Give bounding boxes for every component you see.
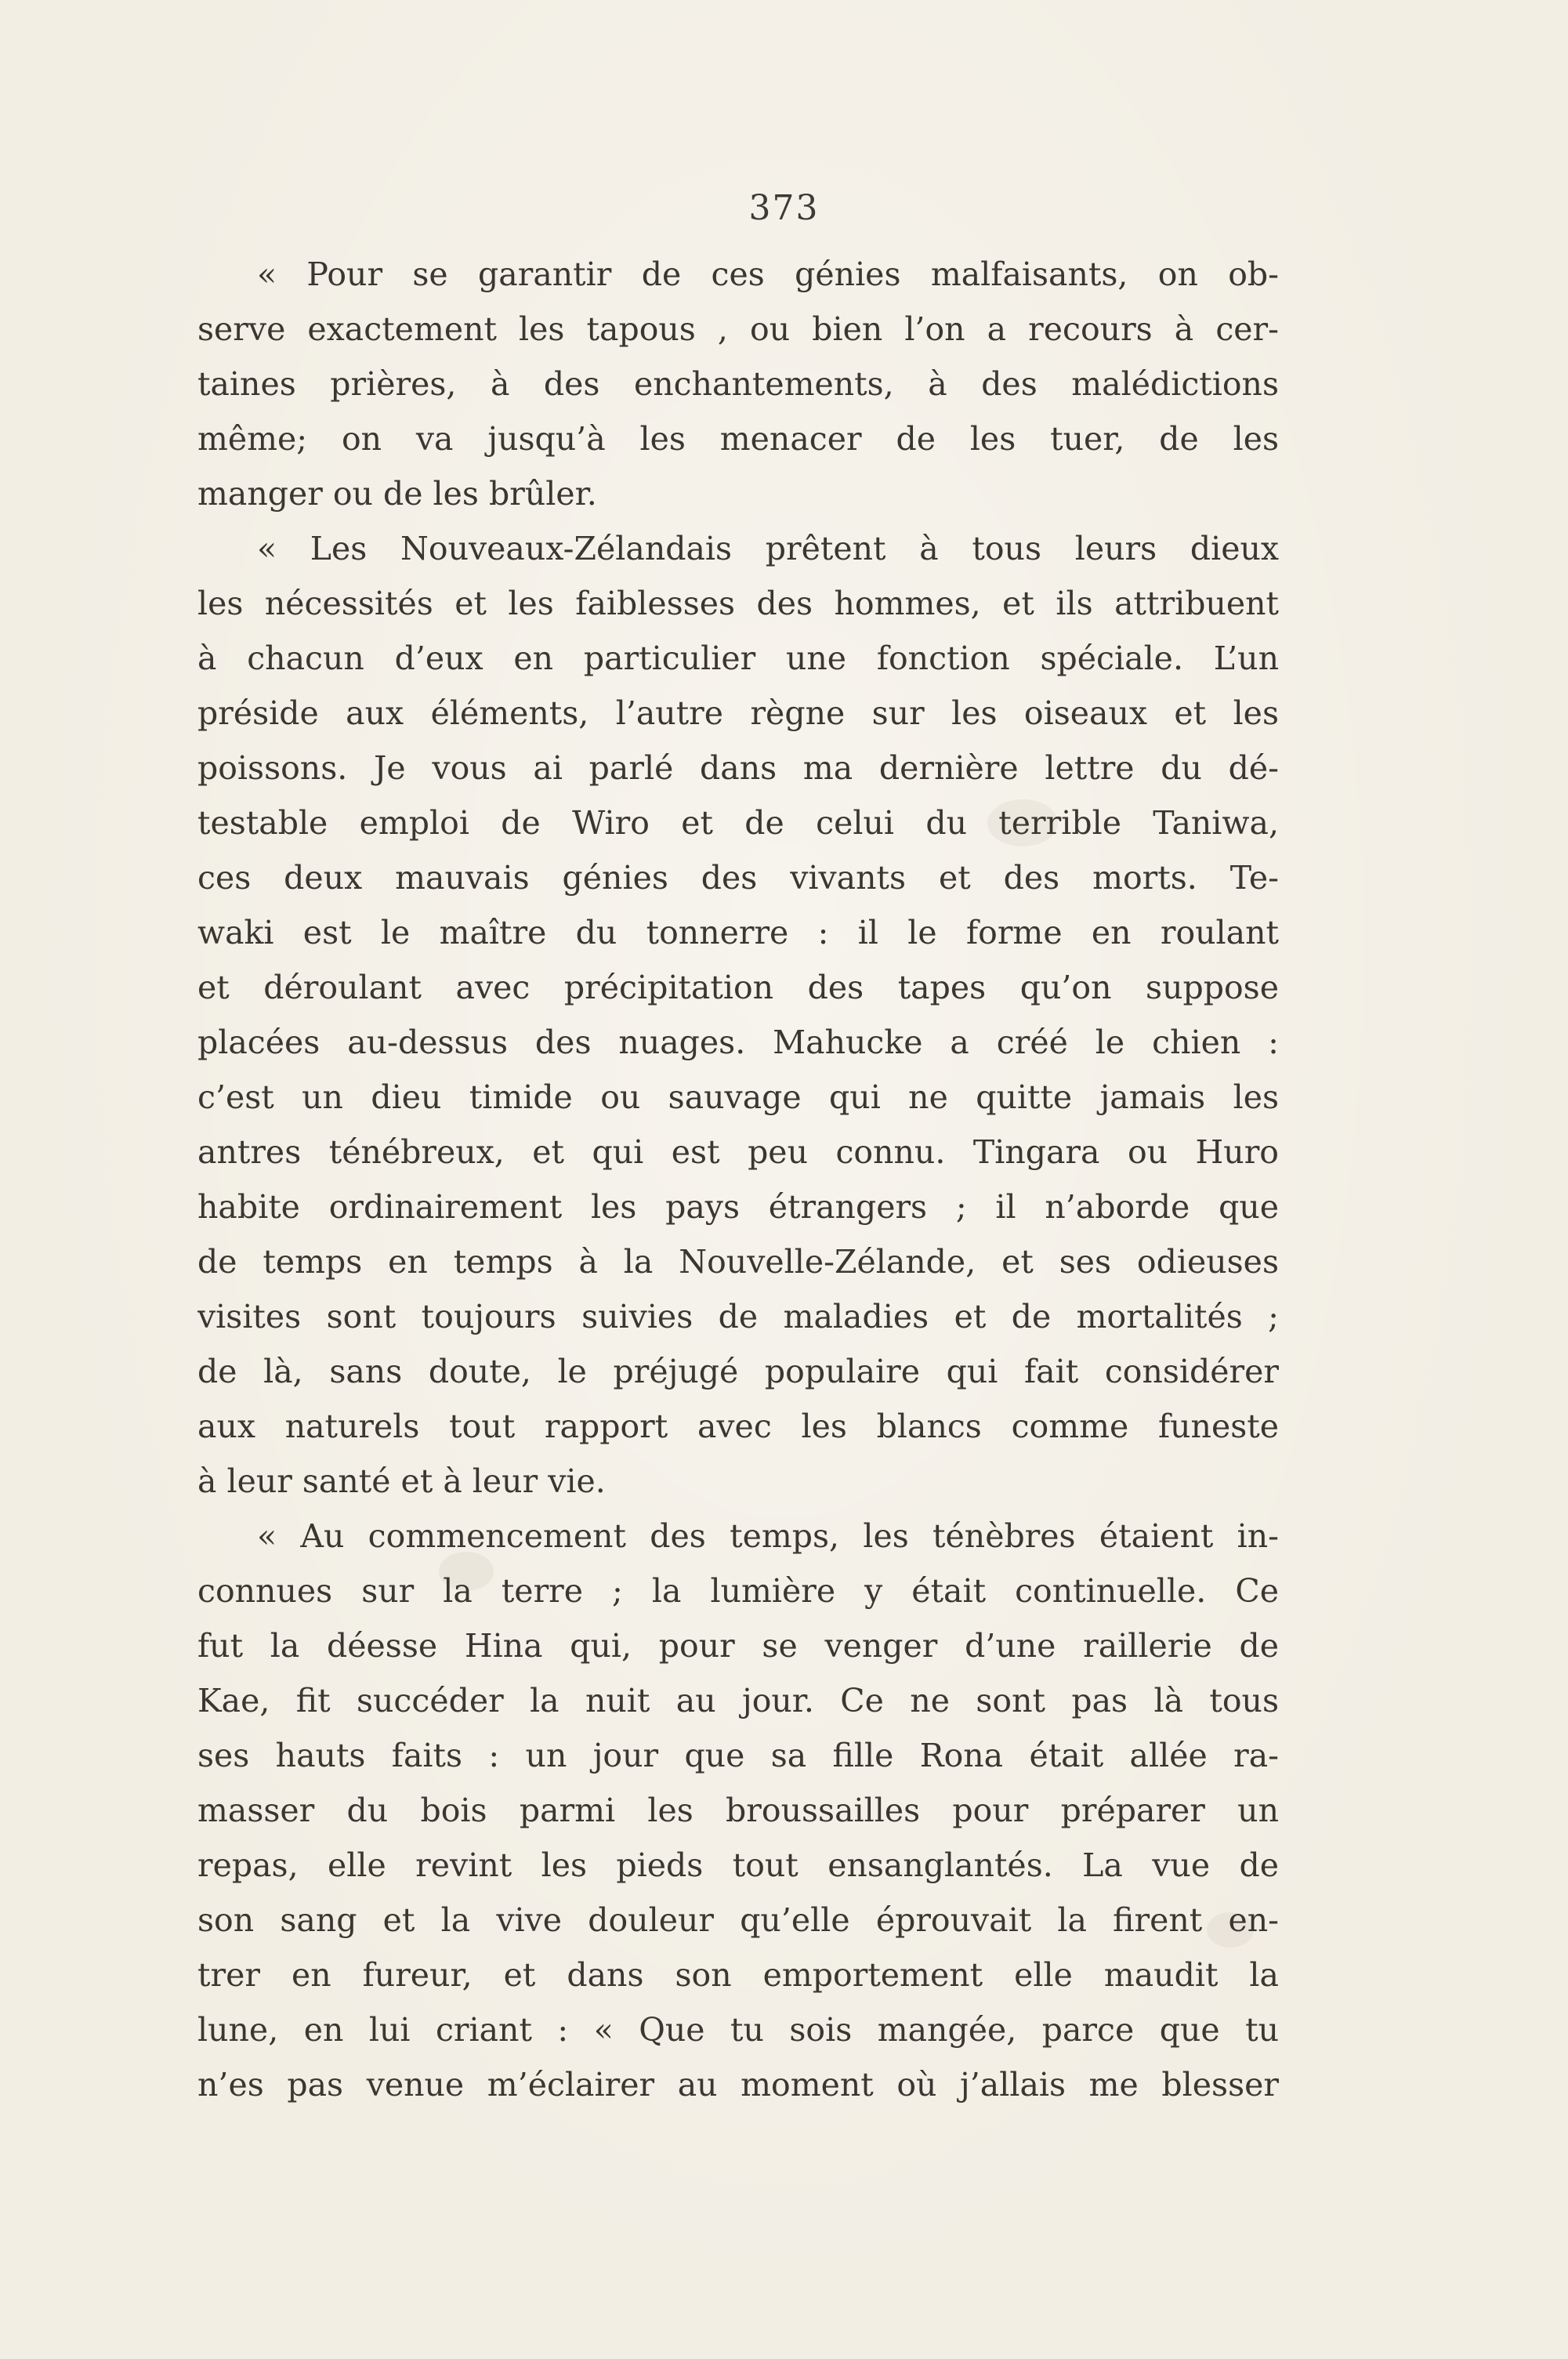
text-line: placées au-dessus des nuages. Mahucke a créé le chien : <box>197 1024 1279 1061</box>
text-line: c’est un dieu timide ou sauvage qui ne quitte jamais les <box>197 1078 1279 1116</box>
text-line: taines prières, à des enchantements, à des malédictions <box>197 365 1279 403</box>
text-line: « Pour se garantir de ces génies malfaisants, on ob- <box>257 255 1279 293</box>
text-line: ces deux mauvais génies des vivants et des morts. Te- <box>197 859 1279 897</box>
text-line: « Au commencement des temps, les ténèbres étaient in- <box>257 1517 1279 1555</box>
text-line: même; on va jusqu’à les menacer de les tuer, de les <box>197 420 1279 458</box>
text-line: masser du bois parmi les broussailles pour préparer un <box>197 1792 1279 1829</box>
text-line: son sang et la vive douleur qu’elle éprouvait la firent en- <box>197 1901 1279 1939</box>
text-line: de là, sans doute, le préjugé populaire qui fait considérer <box>197 1353 1279 1390</box>
text-line: les nécessités et les faiblesses des hommes, et ils attribuent <box>197 585 1279 622</box>
text-line: poissons. Je vous ai parlé dans ma dernière lettre du dé- <box>197 749 1279 787</box>
text-line: n’es pas venue m’éclairer au moment où j’allais me blesser <box>197 2066 1279 2104</box>
text-line: visites sont toujours suivies de maladies et de mortalités ; <box>197 1298 1279 1335</box>
text-line: repas, elle revint les pieds tout ensanglantés. La vue de <box>197 1846 1279 1884</box>
text-line: habite ordinairement les pays étrangers ; il n’aborde que <box>197 1188 1279 1226</box>
text-line: à leur santé et à leur vie. <box>197 1462 606 1500</box>
text-line: waki est le maître du tonnerre : il le forme en roulant <box>197 914 1279 951</box>
text-line: antres ténébreux, et qui est peu connu. Tingara ou Huro <box>197 1133 1279 1171</box>
text-line: connues sur la terre ; la lumière y était continuelle. Ce <box>197 1572 1279 1610</box>
page-number: 373 <box>748 188 820 228</box>
text-line: Kae, fit succéder la nuit au jour. Ce ne sont pas là tous <box>197 1682 1279 1719</box>
text-line: aux naturels tout rapport avec les blancs comme funeste <box>197 1408 1279 1445</box>
text-line: de temps en temps à la Nouvelle-Zélande, et ses odieuses <box>197 1243 1279 1281</box>
text-line: trer en fureur, et dans son emportement elle maudit la <box>197 1956 1279 1994</box>
text-line: fut la déesse Hina qui, pour se venger d’une raillerie de <box>197 1627 1279 1665</box>
text-line: et déroulant avec précipitation des tapes qu’on suppose <box>197 969 1279 1006</box>
text-line: lune, en lui criant : « Que tu sois mangée, parce que tu <box>197 2011 1279 2049</box>
text-line: testable emploi de Wiro et de celui du terrible Taniwa, <box>197 804 1279 842</box>
body-text <box>197 247 1279 2112</box>
text-line: à chacun d’eux en particulier une fonction spéciale. L’un <box>197 640 1279 677</box>
text-line: manger ou de les brûler. <box>197 475 597 513</box>
text-line: serve exactement les tapous , ou bien l’on a recours à cer- <box>197 310 1279 348</box>
text-line: préside aux éléments, l’autre règne sur les oiseaux et les <box>197 694 1279 732</box>
text-line: ses hauts faits : un jour que sa fille Rona était allée ra- <box>197 1737 1279 1774</box>
text-line: « Les Nouveaux-Zélandais prêtent à tous leurs dieux <box>257 530 1279 567</box>
